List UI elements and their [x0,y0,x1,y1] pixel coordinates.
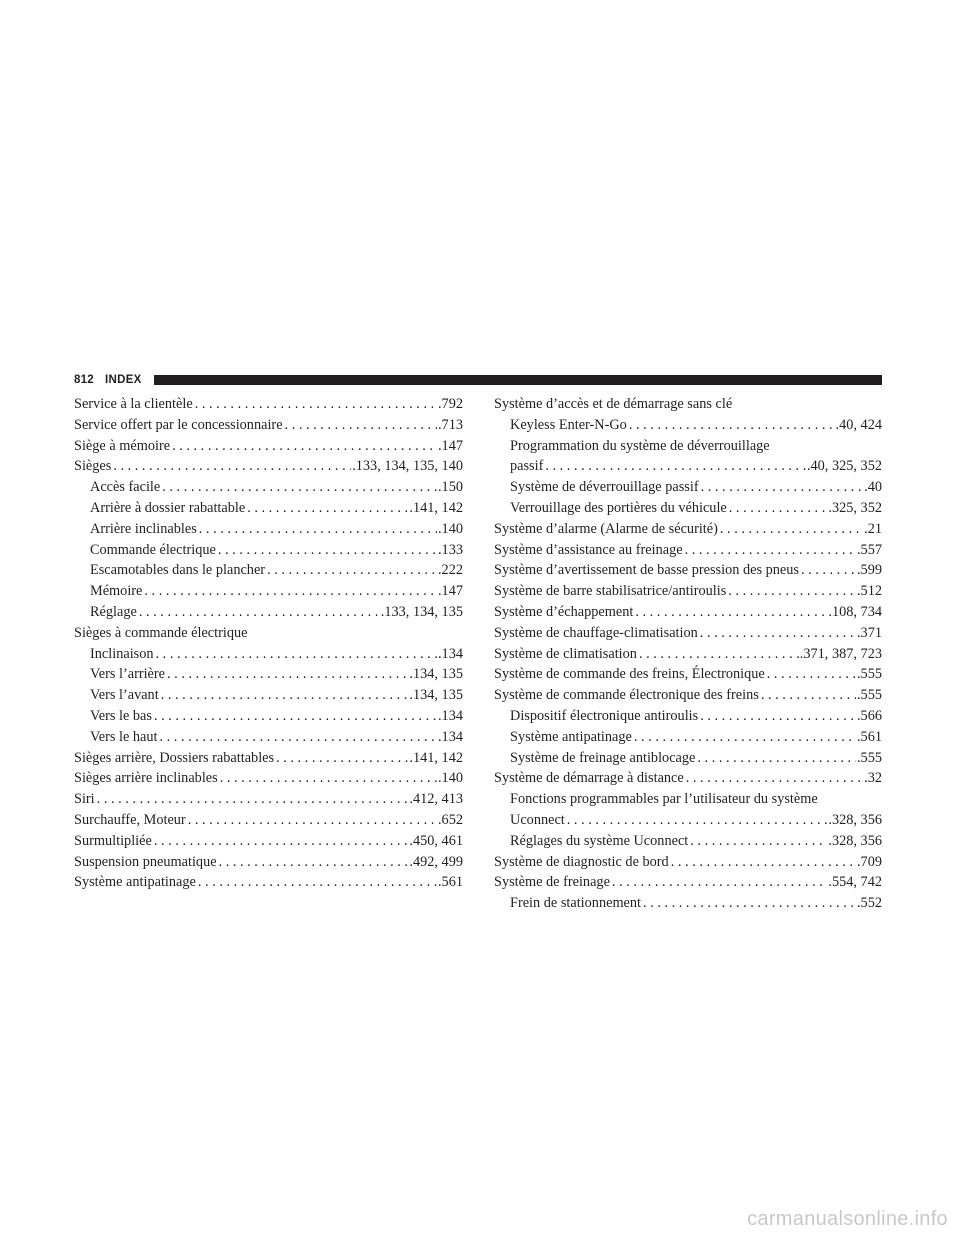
dot-leader [197,519,437,540]
entry-pages: .134, 135 [409,666,463,683]
dot-leader [543,456,806,477]
entry-text: Service offert par le concessionnaire [74,416,283,433]
entry-text: Sièges arrière inclinables [74,770,218,787]
entry-text: Vers le bas [90,707,152,724]
entry-text: Sièges arrière, Dossiers rabattables [74,749,275,766]
index-entry [494,685,882,706]
entry-text: Système de freinage [494,874,610,891]
entry-text: Système d’alarme (Alarme de sécurité) [494,520,718,537]
entry-pages: .555 [856,687,882,704]
index-entry [74,768,463,789]
entry-pages: .140 [437,520,463,537]
watermark: carmanualsonline.info [747,1208,948,1230]
dot-leader [170,436,437,457]
entry-pages: .450, 461 [409,832,463,849]
index-entry [494,519,882,540]
index-entry [494,768,882,789]
entry-pages: .21 [864,520,882,537]
entry-text: Vers le haut [90,728,158,745]
index-subentry [74,477,463,498]
index-subentry [74,560,463,581]
dot-leader [245,498,408,519]
entry-pages: .222 [437,562,463,579]
entry-text: Escamotables dans le plancher [90,562,266,579]
entry-text: Système de barre stabilisatrice/antiroulis [494,583,727,600]
entry-text: Sièges [74,458,112,475]
index-subentry [494,415,882,436]
entry-pages: .134 [437,728,463,745]
entry-pages: .40 [864,479,882,496]
entry-pages: .652 [437,811,463,828]
entry-text: Suspension pneumatique [74,853,217,870]
dot-leader [627,415,835,436]
dot-leader [265,560,437,581]
entry-text: Vers l’avant [90,687,159,704]
index-subentry [74,644,463,665]
entry-pages: .566 [856,707,882,724]
entry-pages: .412, 413 [409,791,463,808]
dot-leader [759,685,856,706]
entry-pages: .108, 734 [828,603,882,620]
index-entry [494,664,882,685]
index-subentry [494,456,882,477]
entry-text: Commande électrique [90,541,216,558]
entry-pages: .147 [437,583,463,600]
dot-leader [218,768,437,789]
entry-text: Arrière inclinables [90,520,197,537]
entry-pages: .709 [856,853,882,870]
dot-leader [565,810,828,831]
index-subentry [74,540,463,561]
entry-text: Keyless Enter-N-Go [510,416,627,433]
dot-leader [699,477,864,498]
dot-leader [154,644,437,665]
index-subentry [494,810,882,831]
index-subentry [494,748,882,769]
page-header [74,373,882,387]
entry-pages: .328, 356 [828,811,882,828]
entry-pages: .133, 134, 135, 140 [352,458,463,475]
entry-pages: .492, 499 [409,853,463,870]
dot-leader [152,831,409,852]
dot-leader [695,748,856,769]
index-subentry [74,727,463,748]
entry-pages: .134 [437,645,463,662]
entry-text: Uconnect [510,811,565,828]
entry-pages: .555 [856,749,882,766]
entry-pages: .150 [437,479,463,496]
entry-text: Système de climatisation [494,645,637,662]
dot-leader [610,872,827,893]
dot-leader [152,706,437,727]
entry-pages: .134 [437,707,463,724]
entry-pages: .713 [437,416,463,433]
dot-leader [196,872,437,893]
entry-pages: .371, 387, 723 [799,645,882,662]
dot-leader [799,560,856,581]
entry-text: Système de commande électronique des freins [494,687,759,704]
entry-text: Système de diagnostic de bord [494,853,669,870]
index-subentry [74,664,463,685]
entry-text: Système d’accès et de démarrage sans clé [494,396,733,412]
entry-pages: .141, 142 [409,749,463,766]
entry-text: passif [510,458,544,475]
entry-pages: .792 [437,396,463,412]
index-entry [74,415,463,436]
entry-text: Frein de stationnement [510,895,642,912]
dot-leader [718,519,863,540]
dot-leader [217,852,409,873]
entry-text: Système antipatinage [74,874,196,891]
dot-leader [95,789,409,810]
entry-text: Mémoire [90,583,143,600]
entry-pages: .557 [856,541,882,558]
index-entry [494,540,882,561]
index-subentry [74,519,463,540]
index-entry [74,810,463,831]
entry-text: Surchauffe, Moteur [74,811,186,828]
index-entry [494,581,882,602]
entry-pages: .40, 325, 352 [806,458,882,475]
index-subentry [494,498,882,519]
section-title: INDEX [105,374,142,386]
entry-text: Inclinaison [90,645,154,662]
dot-leader [669,852,856,873]
entry-text: Vers l’arrière [90,666,166,683]
entry-text: Programmation du système de déverrouillage [510,437,770,454]
index-entry [74,852,463,873]
entry-text: Système de freinage antiblocage [510,749,696,766]
entry-pages: .371 [856,624,882,641]
dot-leader [193,394,437,415]
index-subentry [74,685,463,706]
index-subentry [494,893,882,914]
entry-pages: .561 [437,874,463,891]
entry-text: Verrouillage des portières du véhicule [510,499,727,516]
dot-leader [698,706,856,727]
index-subentry [74,706,463,727]
dot-leader [698,623,856,644]
dot-leader [641,893,856,914]
dot-leader [158,727,437,748]
entry-pages: .141, 142 [409,499,463,516]
entry-text: Système de commande des freins, Électronique [494,666,765,683]
entry-text: Dispositif électronique antiroulis [510,707,699,724]
header-rule [154,375,882,385]
entry-pages: .133, 134, 135 [380,603,463,620]
entry-text: Système d’assistance au freinage [494,541,683,558]
dot-leader [765,664,856,685]
entry-pages: .555 [856,666,882,683]
entry-text: Réglages du système Uconnect [510,832,689,849]
entry-text: Accès facile [90,479,161,496]
index-entry [74,831,463,852]
index-entry [494,872,882,893]
index-entry [494,852,882,873]
dot-leader [137,602,380,623]
entry-pages: .554, 742 [828,874,882,891]
index-subentry [494,789,882,810]
entry-text: Système de démarrage à distance [494,770,684,787]
entry-text: Système d’avertissement de basse pression des pneus [494,562,799,579]
entry-text: Arrière à dossier rabattable [90,499,246,516]
index-subentry [494,436,882,457]
entry-text: Sièges à commande électrique [74,624,248,641]
entry-text: Réglage [90,603,137,620]
entry-text: Siri [74,791,95,808]
dot-leader [726,581,856,602]
entry-pages: .134, 135 [409,687,463,704]
entry-text: Système d’échappement [494,603,634,620]
entry-text: Surmultipliée [74,832,152,849]
dot-leader [688,831,827,852]
index-column-right [494,394,882,914]
dot-leader [186,810,437,831]
index-entry [74,872,463,893]
entry-text: Système antipatinage [510,728,632,745]
index-entry [494,394,882,415]
index-subentry [74,581,463,602]
dot-leader [165,664,408,685]
entry-pages: .147 [437,437,463,454]
dot-leader [637,644,799,665]
index-entry [74,789,463,810]
index-entry [74,436,463,457]
entry-text: Fonctions programmables par l’utilisateur du système [510,791,818,808]
entry-pages: .328, 356 [828,832,882,849]
dot-leader [727,498,828,519]
index-subentry [74,602,463,623]
entry-pages: .325, 352 [828,499,882,516]
dot-leader [274,748,408,769]
index-entry [74,456,463,477]
entry-text: Service à la clientèle [74,396,193,412]
index-subentry [494,477,882,498]
dot-leader [142,581,437,602]
index-subentry [494,831,882,852]
dot-leader [159,685,409,706]
dot-leader [633,602,827,623]
index-entry [494,602,882,623]
index-subentry [74,498,463,519]
index-entry [74,394,463,415]
index-subentry [494,727,882,748]
entry-text: Siège à mémoire [74,437,171,454]
entry-pages: .32 [864,770,882,787]
dot-leader [111,456,351,477]
dot-leader [216,540,437,561]
page-number: 812 [74,374,94,386]
dot-leader [160,477,437,498]
index-column-left [74,394,463,893]
entry-pages: .133 [437,541,463,558]
entry-pages: .512 [856,583,882,600]
index-subentry [494,706,882,727]
entry-pages: .561 [856,728,882,745]
entry-pages: .140 [437,770,463,787]
entry-text: Système de déverrouillage passif [510,479,699,496]
dot-leader [684,768,863,789]
dot-leader [683,540,856,561]
index-entry [494,623,882,644]
index-entry [494,560,882,581]
dot-leader [632,727,856,748]
entry-pages: .40, 424 [835,416,882,433]
index-entry [494,644,882,665]
entry-pages: .552 [856,895,882,912]
index-entry [74,748,463,769]
entry-pages: .599 [856,562,882,579]
entry-text: Système de chauffage-climatisation [494,624,698,641]
index-entry [74,623,463,644]
dot-leader [283,415,437,436]
